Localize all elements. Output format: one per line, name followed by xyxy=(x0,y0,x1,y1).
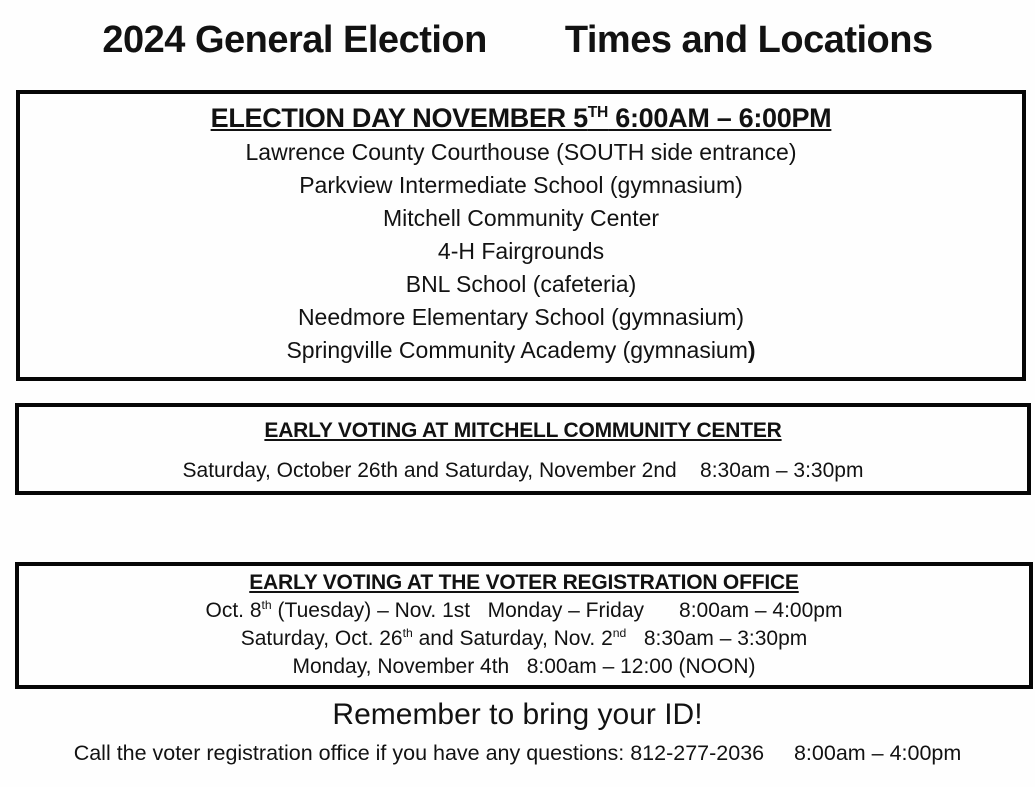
registration-saturday-date1: Saturday, Oct. 26 xyxy=(240,627,403,650)
contact-footer: Call the voter registration office if you have any questions: 812-277-2036 8:00am – 4:00pm xyxy=(73,741,962,765)
election-day-header-text: ELECTION DAY NOVEMBER 5 xyxy=(210,103,588,133)
registration-weekday-ordinal: th xyxy=(261,598,272,612)
election-day-header-ordinal: TH xyxy=(587,104,609,121)
page-title xyxy=(0,0,1035,66)
polling-location-springville-text: Springville Community Academy (gymnasium xyxy=(286,337,748,363)
election-day-header xyxy=(20,100,1022,136)
registration-saturday-times: 8:30am – 3:30pm xyxy=(626,627,808,650)
early-voting-mitchell-header: EARLY VOTING AT MITCHELL COMMUNITY CENTER xyxy=(264,419,782,442)
polling-location-springville-close-paren: ) xyxy=(747,337,756,363)
early-voting-mitchell-box xyxy=(15,403,1031,495)
registration-monday-schedule: Monday, November 4th 8:00am – 12:00 (NOON) xyxy=(292,655,756,678)
early-voting-mitchell-schedule: Saturday, October 26th and Saturday, November 2nd 8:30am – 3:30pm xyxy=(182,459,864,482)
page-title-right: Times and Locations xyxy=(564,19,933,61)
registration-saturday-date2: and Saturday, Nov. 2 xyxy=(412,627,613,650)
election-day-header-times: 6:00AM – 6:00PM xyxy=(608,103,832,133)
registration-weekday-date: Oct. 8 xyxy=(205,599,262,622)
polling-location-courthouse: Lawrence County Courthouse (SOUTH side entrance) xyxy=(245,139,797,165)
registration-saturday-ordinal2: nd xyxy=(612,626,627,640)
registration-saturday-schedule xyxy=(19,625,1029,653)
polling-location-bnl-school: BNL School (cafeteria) xyxy=(405,271,637,297)
early-voting-registration-header: EARLY VOTING AT THE VOTER REGISTRATION OFFICE xyxy=(249,571,799,594)
bring-id-reminder: Remember to bring your ID! xyxy=(332,698,703,731)
polling-location-mitchell-center: Mitchell Community Center xyxy=(382,205,660,231)
early-voting-registration-box xyxy=(15,562,1033,689)
page-title-left: 2024 General Election xyxy=(102,19,487,61)
registration-weekday-schedule xyxy=(19,597,1029,625)
election-day-box xyxy=(16,90,1026,381)
polling-location-needmore: Needmore Elementary School (gymnasium) xyxy=(297,304,745,330)
registration-weekday-times: (Tuesday) – Nov. 1st Monday – Friday 8:00am – 4:00pm xyxy=(271,599,843,622)
registration-saturday-ordinal1: th xyxy=(402,626,413,640)
polling-location-parkview: Parkview Intermediate School (gymnasium) xyxy=(299,172,743,198)
polling-location-springville xyxy=(20,334,1022,367)
polling-location-fairgrounds: 4-H Fairgrounds xyxy=(437,238,605,264)
